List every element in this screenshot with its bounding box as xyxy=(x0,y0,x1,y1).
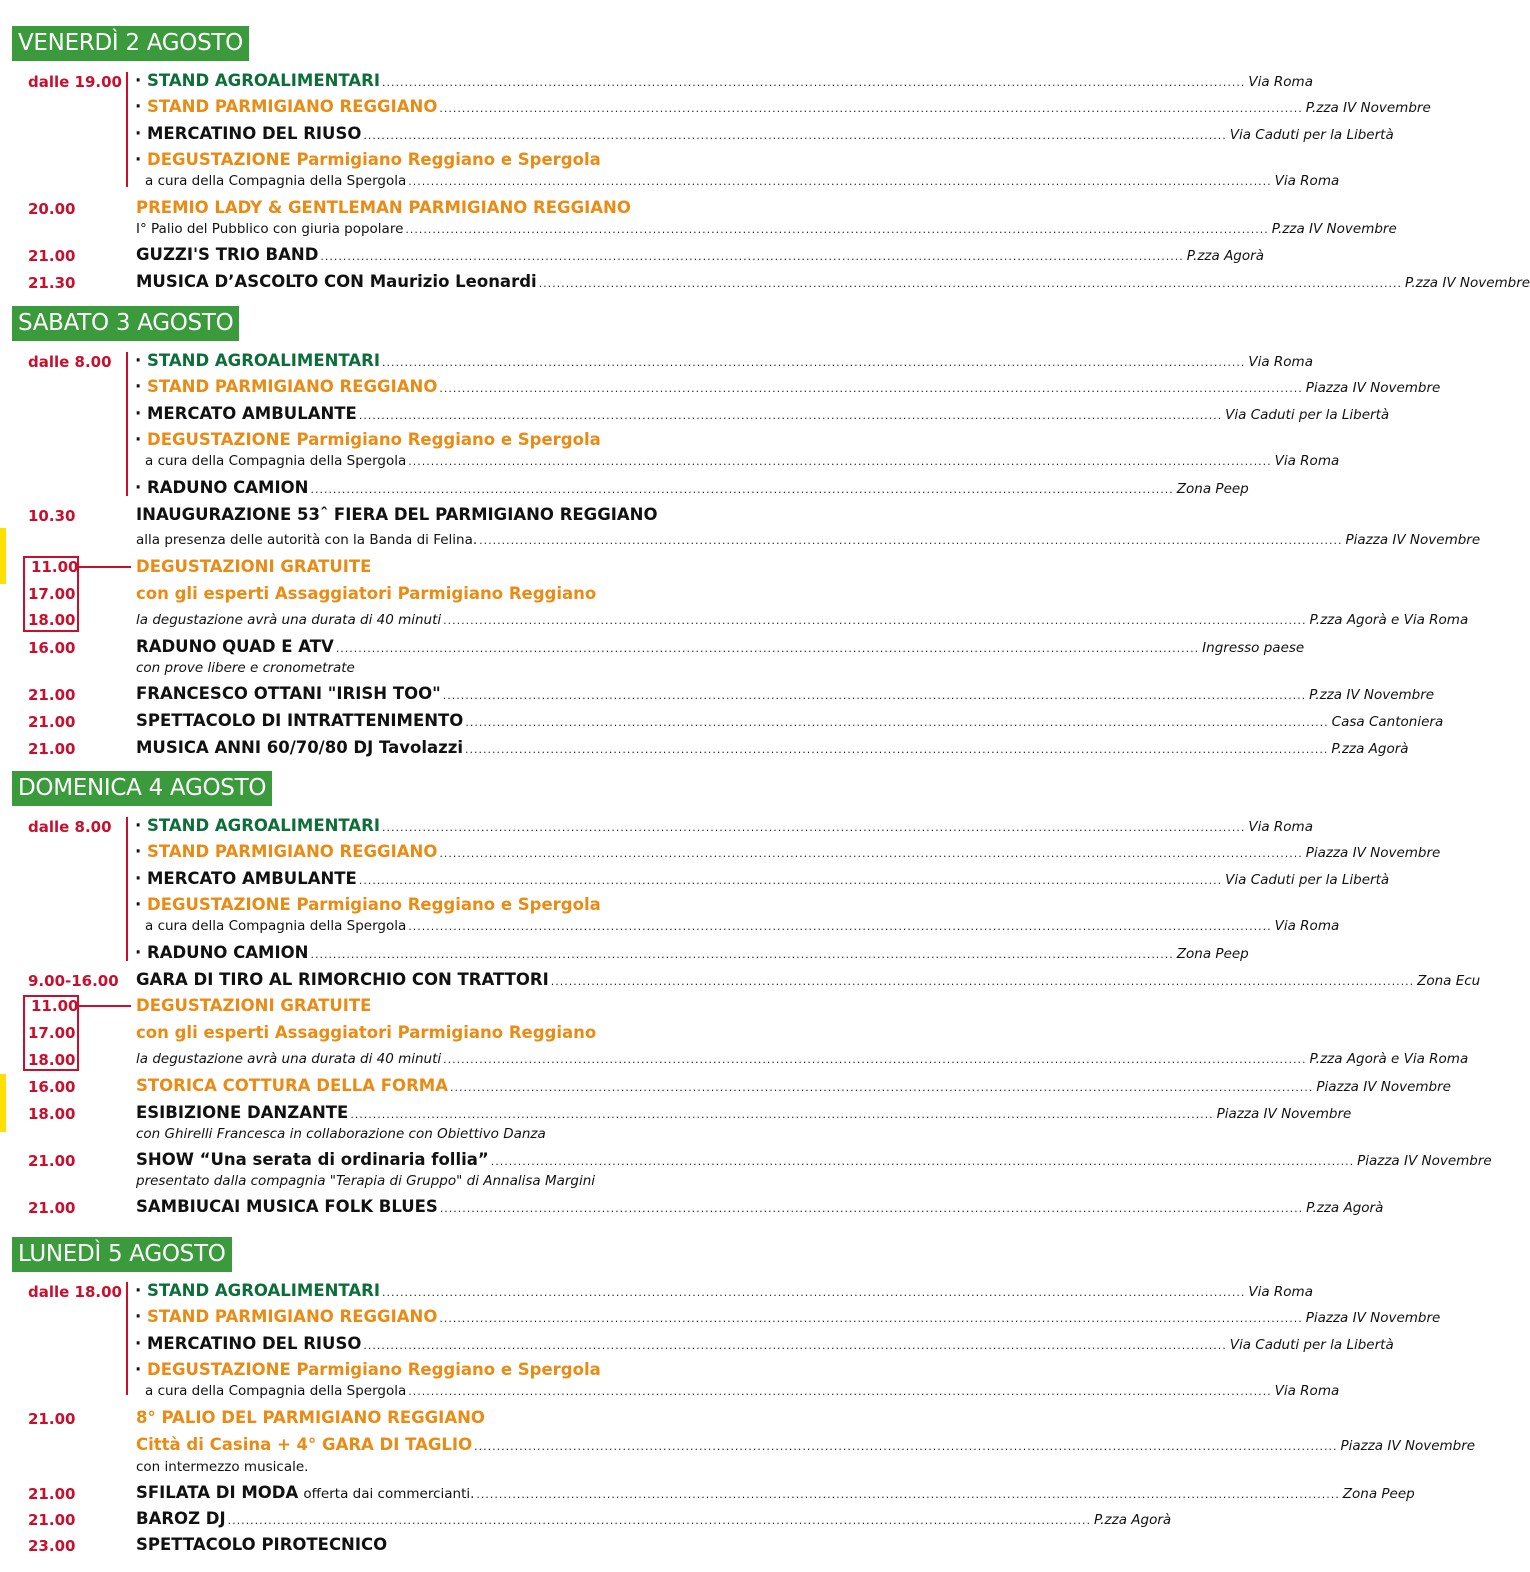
bracket-line xyxy=(126,72,128,187)
day-header-sabato: SABATO 3 AGOSTO xyxy=(12,306,239,341)
time-label: 23.00 xyxy=(28,1537,76,1555)
time-label: 21.00 xyxy=(28,247,76,265)
event-row: · STAND AGROALIMENTARI ................................................................................................................................................................................................ Via Roma xyxy=(135,816,1313,835)
time-label: 21.00 xyxy=(28,740,76,758)
event-row: GUZZI'S TRIO BAND ................................................................................................................................................................................................ P.zza Agorà xyxy=(136,245,1264,264)
event-subrow: alla presenza delle autorità con la Banda di Felina. ................................................................................................................................................................................................ Piazza IV Novembre xyxy=(136,532,1481,548)
event-subrow: a cura della Compagnia della Spergola ................................................................................................................................................................................................ Via Roma xyxy=(145,173,1340,189)
event-row: · DEGUSTAZIONE Parmigiano Reggiano e Spergola xyxy=(135,895,601,914)
event-row: · STAND PARMIGIANO REGGIANO ................................................................................................................................................................................................ Piazza IV Novembre xyxy=(135,377,1441,396)
time-label: 16.00 xyxy=(28,1078,76,1096)
event-row: · RADUNO CAMION ................................................................................................................................................................................................ Zona Peep xyxy=(135,478,1249,497)
event-subrow: I° Palio del Pubblico con giuria popolare ................................................................................................................................................................................................ P.zza IV Novembre xyxy=(136,221,1397,237)
time-label: 9.00-16.00 xyxy=(28,972,119,990)
time-label: 21.00 xyxy=(28,1410,76,1428)
connector-line xyxy=(79,1005,131,1007)
time-label: 17.00 xyxy=(28,585,76,603)
time-label: dalle 19.00 xyxy=(28,73,122,91)
event-row: GARA DI TIRO AL RIMORCHIO CON TRATTORI ................................................................................................................................................................................................ Zona Ecu xyxy=(136,970,1481,989)
event-row: PREMIO LADY & GENTLEMAN PARMIGIANO REGGIANO xyxy=(136,198,631,217)
time-label: 18.00 xyxy=(28,611,76,629)
event-row: · MERCATO AMBULANTE ................................................................................................................................................................................................ Via Caduti per la Libertà xyxy=(135,404,1390,423)
event-row: STORICA COTTURA DELLA FORMA ................................................................................................................................................................................................ Piazza IV Novembre xyxy=(136,1076,1451,1095)
event-row: Città di Casina + 4° GARA DI TAGLIO ................................................................................................................................................................................................ Piazza IV Novembre xyxy=(136,1435,1476,1454)
event-row: · DEGUSTAZIONE Parmigiano Reggiano e Spergola xyxy=(135,150,601,169)
bracket-line xyxy=(126,817,128,961)
event-row: con gli esperti Assaggiatori Parmigiano Reggiano xyxy=(136,584,597,603)
time-label: 21.30 xyxy=(28,274,76,292)
event-row: · MERCATINO DEL RIUSO ................................................................................................................................................................................................ Via Caduti per la Libertà xyxy=(135,1334,1394,1353)
event-row: FRANCESCO OTTANI "IRISH TOO" ................................................................................................................................................................................................ P.zza IV Novembre xyxy=(136,684,1435,703)
event-row: con gli esperti Assaggiatori Parmigiano Reggiano xyxy=(136,1023,597,1042)
time-label: 21.00 xyxy=(28,1485,76,1503)
time-label: 21.00 xyxy=(28,686,76,704)
event-row: · STAND AGROALIMENTARI ................................................................................................................................................................................................ Via Roma xyxy=(135,71,1313,90)
event-row: MUSICA ANNI 60/70/80 DJ Tavolazzi ................................................................................................................................................................................................ P.zza Agorà xyxy=(136,738,1409,757)
event-row: INAUGURAZIONE 53ˆ FIERA DEL PARMIGIANO REGGIANO xyxy=(136,505,658,524)
time-label: 21.00 xyxy=(28,1152,76,1170)
event-row: · MERCATO AMBULANTE ................................................................................................................................................................................................ Via Caduti per la Libertà xyxy=(135,869,1390,888)
event-subrow: presentato dalla compagnia "Terapia di Gruppo" di Annalisa Margini xyxy=(136,1173,596,1189)
event-row: · DEGUSTAZIONE Parmigiano Reggiano e Spergola xyxy=(135,430,601,449)
event-subrow: con Ghirelli Francesca in collaborazione con Obiettivo Danza xyxy=(136,1126,546,1142)
event-row: SHOW “Una serata di ordinaria follia” ................................................................................................................................................................................................ Piazza IV Novembre xyxy=(136,1150,1492,1169)
event-subrow: con intermezzo musicale. xyxy=(136,1459,309,1475)
day-header-venerdi: VENERDÌ 2 AGOSTO xyxy=(12,26,249,61)
event-subrow: con prove libere e cronometrate xyxy=(136,660,355,676)
time-label: 21.00 xyxy=(28,1511,76,1529)
event-row: · DEGUSTAZIONE Parmigiano Reggiano e Spergola xyxy=(135,1360,601,1379)
time-label: 18.00 xyxy=(28,1051,76,1069)
event-row: MUSICA D’ASCOLTO CON Maurizio Leonardi ................................................................................................................................................................................................ P.zza IV Novembre xyxy=(136,272,1530,291)
event-subrow: la degustazione avrà una durata di 40 minuti ................................................................................................................................................................................................ P.zza Agorà e Via Roma xyxy=(136,612,1469,628)
event-row: DEGUSTAZIONI GRATUITE xyxy=(136,557,372,576)
bracket-line xyxy=(126,1282,128,1395)
time-label: dalle 18.00 xyxy=(28,1283,122,1301)
time-label: 18.00 xyxy=(28,1105,76,1123)
time-label: 20.00 xyxy=(28,200,76,218)
event-subrow: la degustazione avrà una durata di 40 minuti ................................................................................................................................................................................................ P.zza Agorà e Via Roma xyxy=(136,1051,1469,1067)
event-row: SFILATA DI MODA offerta dai commercianti. ................................................................................................................................................................................................ Zona Peep xyxy=(136,1483,1415,1502)
event-row: DEGUSTAZIONI GRATUITE xyxy=(136,996,372,1015)
time-label: 11.00 xyxy=(31,558,79,576)
day-header-domenica: DOMENICA 4 AGOSTO xyxy=(12,771,272,806)
event-row: · MERCATINO DEL RIUSO ................................................................................................................................................................................................ Via Caduti per la Libertà xyxy=(135,124,1394,143)
event-row: ESIBIZIONE DANZANTE ................................................................................................................................................................................................ Piazza IV Novembre xyxy=(136,1103,1352,1122)
connector-line xyxy=(79,566,131,568)
time-label: 17.00 xyxy=(28,1024,76,1042)
time-label: 10.30 xyxy=(28,507,76,525)
event-row: · STAND PARMIGIANO REGGIANO ................................................................................................................................................................................................ P.zza IV Novembre xyxy=(135,97,1431,116)
yellow-edge-mark xyxy=(0,1074,6,1132)
event-subrow: a cura della Compagnia della Spergola ................................................................................................................................................................................................ Via Roma xyxy=(145,453,1340,469)
event-subrow: a cura della Compagnia della Spergola ................................................................................................................................................................................................ Via Roma xyxy=(145,1383,1340,1399)
event-row: · RADUNO CAMION ................................................................................................................................................................................................ Zona Peep xyxy=(135,943,1249,962)
event-row: 8° PALIO DEL PARMIGIANO REGGIANO xyxy=(136,1408,485,1427)
yellow-edge-mark xyxy=(0,528,6,584)
time-label: dalle 8.00 xyxy=(28,818,112,836)
event-row: · STAND AGROALIMENTARI ................................................................................................................................................................................................ Via Roma xyxy=(135,351,1313,370)
event-row: SPETTACOLO PIROTECNICO xyxy=(136,1535,388,1554)
event-row: · STAND PARMIGIANO REGGIANO ................................................................................................................................................................................................ Piazza IV Novembre xyxy=(135,1307,1441,1326)
time-label: 16.00 xyxy=(28,639,76,657)
time-label: 21.00 xyxy=(28,1199,76,1217)
event-row: · STAND PARMIGIANO REGGIANO ................................................................................................................................................................................................ Piazza IV Novembre xyxy=(135,842,1441,861)
event-row: RADUNO QUAD E ATV ................................................................................................................................................................................................ Ingresso paese xyxy=(136,637,1305,656)
time-label: 21.00 xyxy=(28,713,76,731)
day-header-lunedi: LUNEDÌ 5 AGOSTO xyxy=(12,1237,232,1272)
time-label: 11.00 xyxy=(31,997,79,1015)
event-row: SAMBIUCAI MUSICA FOLK BLUES ................................................................................................................................................................................................ P.zza Agorà xyxy=(136,1197,1384,1216)
time-label: dalle 8.00 xyxy=(28,353,112,371)
event-row: SPETTACOLO DI INTRATTENIMENTO ................................................................................................................................................................................................ Casa Cantoniera xyxy=(136,711,1444,730)
bracket-line xyxy=(126,352,128,496)
event-row: · STAND AGROALIMENTARI ................................................................................................................................................................................................ Via Roma xyxy=(135,1281,1313,1300)
event-row: BAROZ DJ ................................................................................................................................................................................................ P.zza Agorà xyxy=(136,1509,1172,1528)
event-subrow: a cura della Compagnia della Spergola ................................................................................................................................................................................................ Via Roma xyxy=(145,918,1340,934)
